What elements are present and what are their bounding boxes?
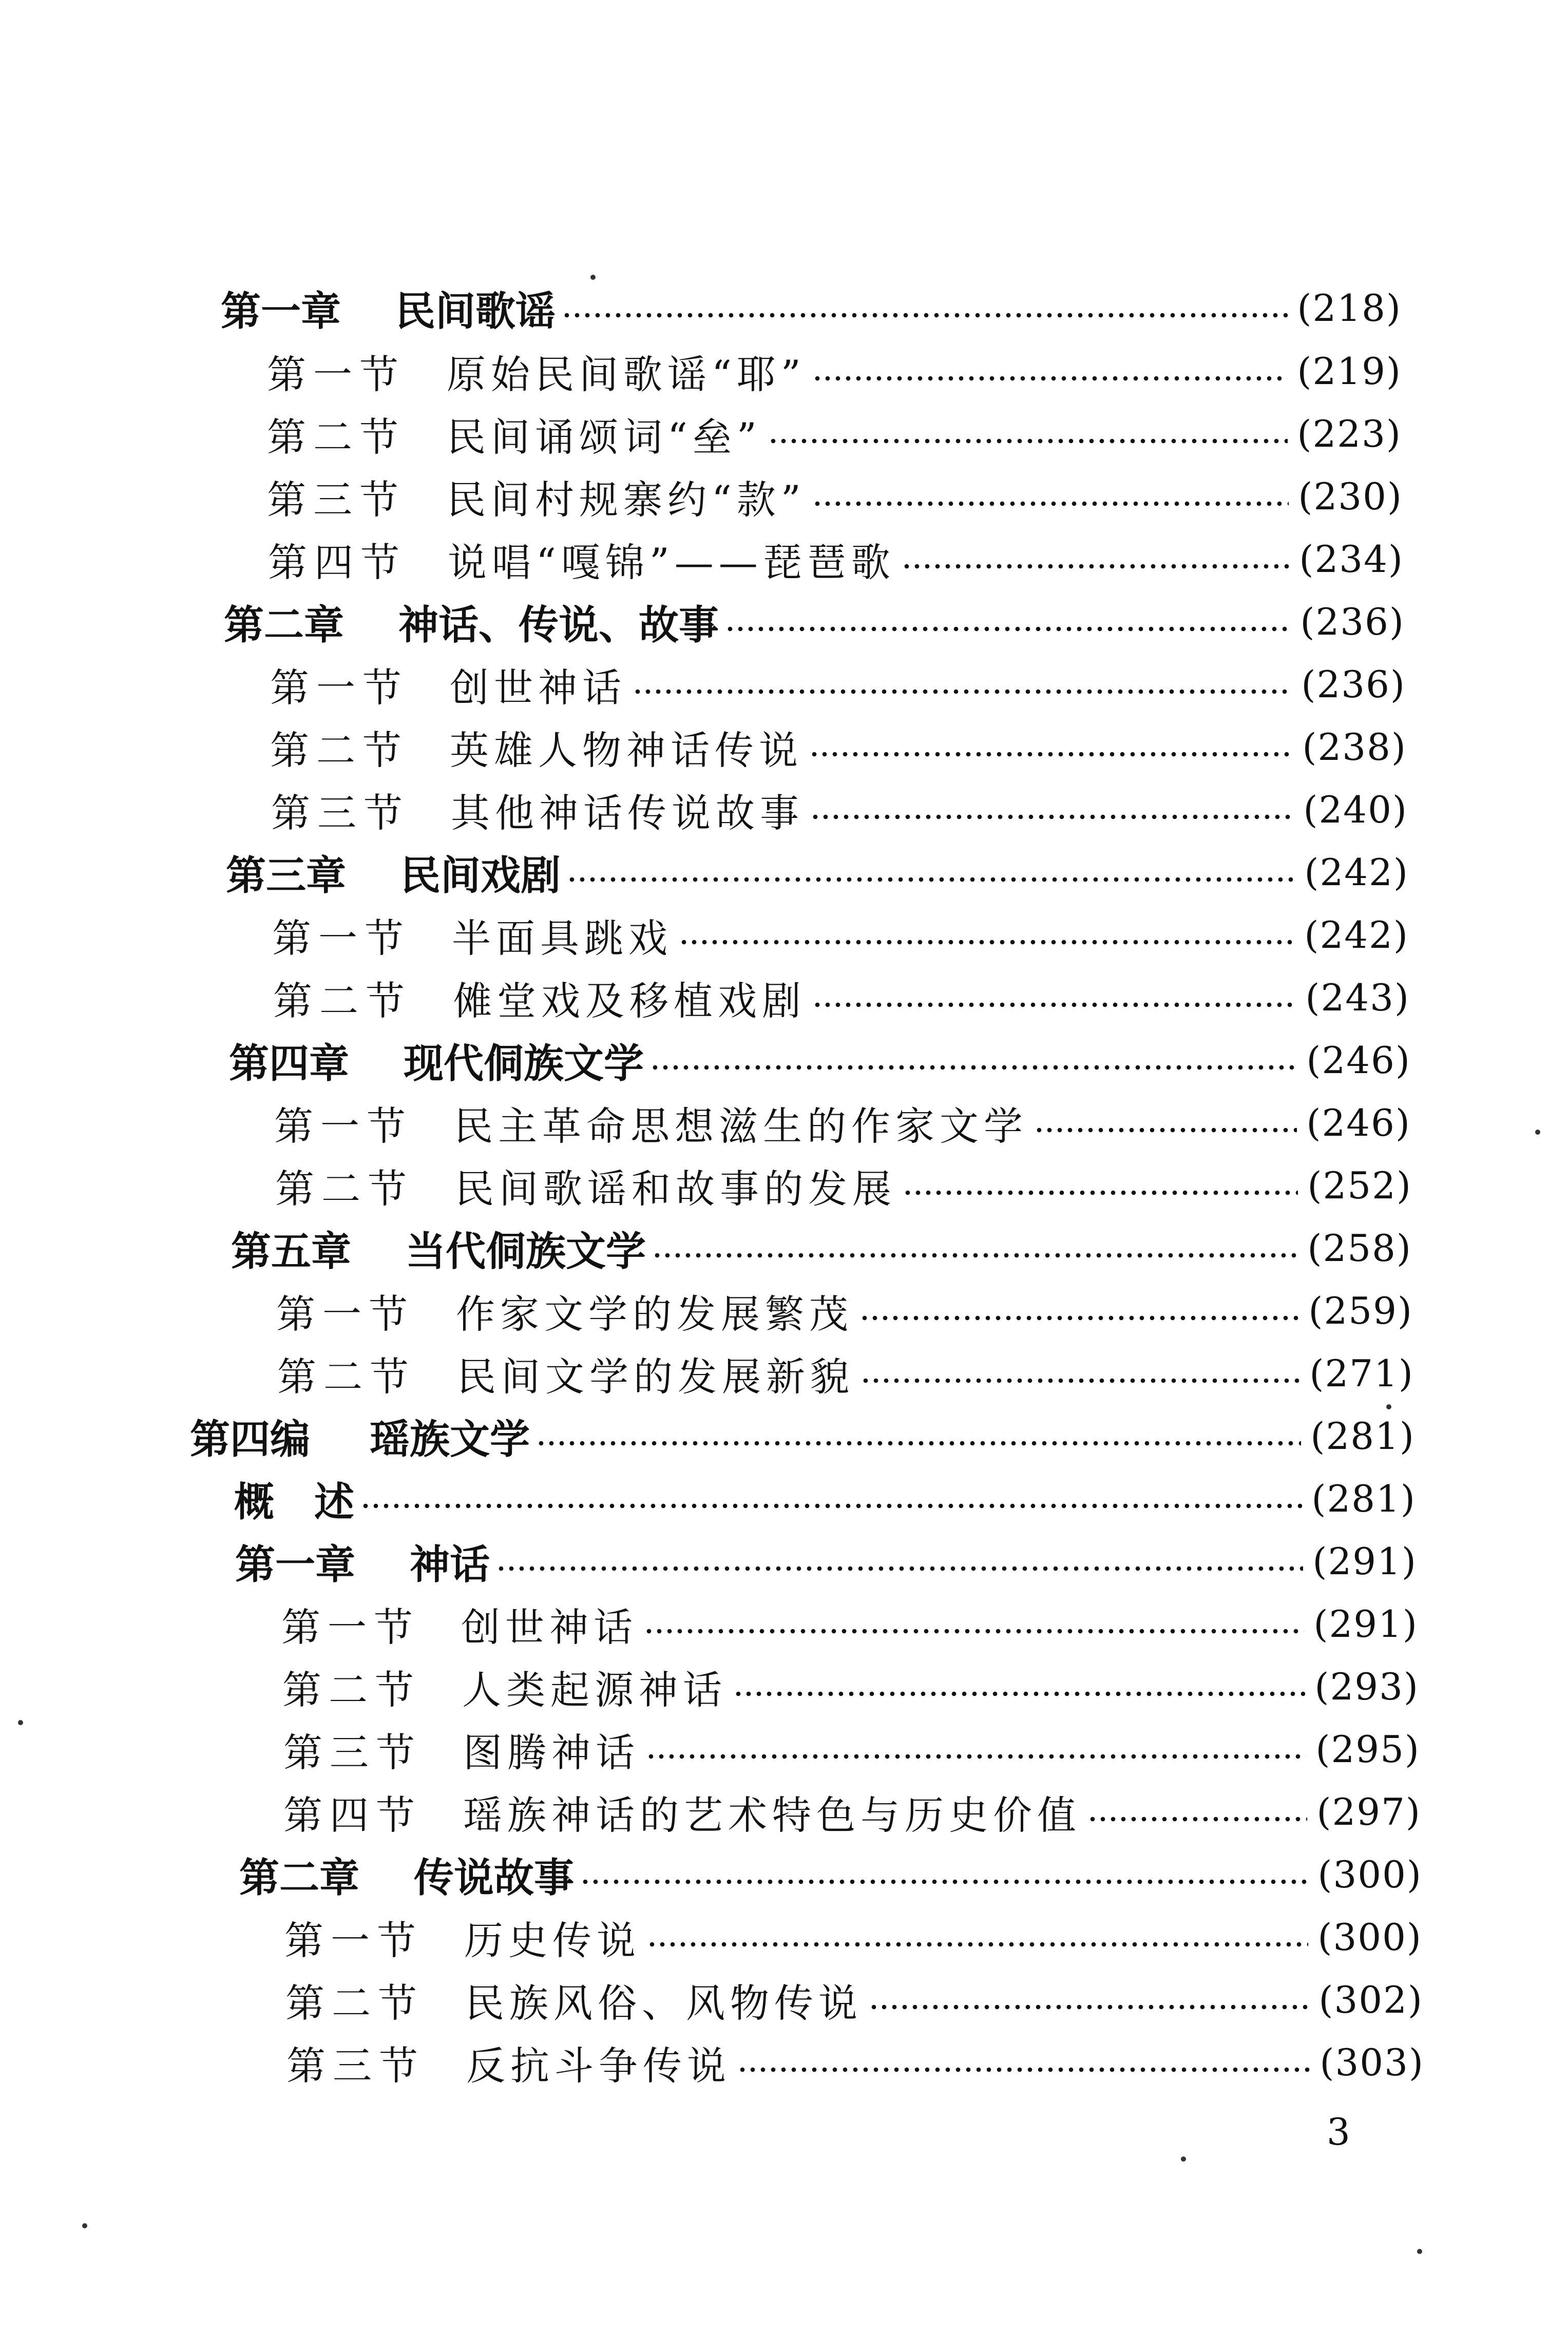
entry-label: 第二节 xyxy=(270,727,409,773)
entry-page-number: (234) xyxy=(1299,538,1404,581)
toc-entry-chapter[interactable] xyxy=(226,849,1409,899)
entry-title: 概 述 xyxy=(234,1479,355,1525)
entry-title: 图腾神话 xyxy=(463,1729,640,1775)
dot-leader xyxy=(496,1565,1303,1572)
entry-label: 第三节 xyxy=(271,790,410,836)
entry-title: 当代侗族文学 xyxy=(406,1229,646,1275)
dot-leader xyxy=(679,939,1295,945)
toc-entry-section[interactable] xyxy=(267,411,1402,460)
scan-speck xyxy=(18,1720,23,1725)
entry-label: 第二节 xyxy=(267,414,406,460)
entry-page-number: (295) xyxy=(1315,1728,1420,1771)
entry-label: 第一节 xyxy=(276,1291,415,1337)
dot-leader xyxy=(810,814,1294,820)
entry-page-number: (252) xyxy=(1307,1164,1412,1207)
entry-label: 第一节 xyxy=(274,1103,413,1149)
dot-leader xyxy=(737,2067,1310,2073)
scan-speck xyxy=(1386,1404,1391,1409)
entry-page-number: (303) xyxy=(1320,2041,1424,2084)
entry-page-number: (291) xyxy=(1312,1540,1417,1583)
entry-page-number: (219) xyxy=(1297,350,1402,393)
entry-label: 第四章 xyxy=(229,1041,350,1087)
entry-title: 瑶族文学 xyxy=(370,1417,530,1463)
dot-leader xyxy=(869,2004,1309,2010)
dot-leader xyxy=(902,563,1290,569)
entry-page-number: (259) xyxy=(1308,1289,1413,1332)
entry-title: 民族风俗、风物传说 xyxy=(465,1980,863,2026)
toc-entry-section[interactable] xyxy=(285,1977,1423,2026)
entry-label: 第三节 xyxy=(283,1729,422,1775)
entry-page-number: (223) xyxy=(1297,412,1402,455)
entry-label: 第五章 xyxy=(231,1229,352,1275)
entry-label: 第二章 xyxy=(224,602,345,648)
entry-label: 第二节 xyxy=(285,1980,424,2026)
dot-leader xyxy=(1034,1127,1297,1133)
entry-title: 反抗斗争传说 xyxy=(466,2042,731,2089)
dot-leader xyxy=(859,1315,1299,1321)
entry-title: 人类起源神话 xyxy=(462,1667,727,1713)
dot-leader xyxy=(644,1628,1304,1634)
toc-entry-section[interactable] xyxy=(276,1288,1413,1337)
toc-entry-chapter[interactable] xyxy=(235,1538,1417,1588)
entry-label: 第三节 xyxy=(286,2042,425,2089)
entry-page-number: (240) xyxy=(1303,788,1408,831)
toc-entry-section[interactable] xyxy=(282,1664,1419,1713)
entry-page-number: (236) xyxy=(1300,600,1405,643)
scan-speck xyxy=(590,275,596,280)
entry-label: 第一章 xyxy=(221,289,341,335)
entry-title: 傩堂戏及移植戏剧 xyxy=(453,978,806,1024)
dot-leader xyxy=(580,1879,1308,1885)
dot-leader xyxy=(809,751,1293,757)
entry-title: 民间文学的发展新貌 xyxy=(457,1353,854,1400)
entry-title: 创世神话 xyxy=(450,664,626,711)
toc-entry-section[interactable] xyxy=(270,661,1406,711)
dot-leader xyxy=(733,1691,1305,1697)
entry-title: 英雄人物神话传说 xyxy=(450,727,803,773)
entry-page-number: (243) xyxy=(1305,976,1410,1019)
entry-page-number: (271) xyxy=(1309,1352,1414,1395)
entry-label: 第四节 xyxy=(283,1792,422,1838)
entry-label: 第一节 xyxy=(284,1917,423,1963)
entry-page-number: (300) xyxy=(1317,1853,1422,1896)
entry-title: 历史传说 xyxy=(464,1917,641,1963)
toc-entry-section[interactable] xyxy=(277,1350,1414,1400)
dot-leader xyxy=(360,1503,1302,1509)
scan-speck xyxy=(1535,1130,1540,1135)
entry-label: 第一节 xyxy=(267,351,406,397)
dot-leader xyxy=(650,1064,1297,1071)
toc-entry-section[interactable] xyxy=(270,724,1407,773)
toc-entry-chapter[interactable] xyxy=(231,1225,1412,1275)
dot-leader xyxy=(633,689,1292,695)
toc-entry-chapter[interactable] xyxy=(239,1851,1422,1901)
entry-page-number: (246) xyxy=(1306,1039,1411,1082)
dot-leader xyxy=(812,1002,1296,1008)
dot-leader xyxy=(562,312,1288,318)
entry-page-number: (246) xyxy=(1306,1101,1411,1144)
toc-entry-section[interactable] xyxy=(272,912,1409,961)
toc-entry-section[interactable] xyxy=(275,1162,1412,1212)
entry-page-number: (242) xyxy=(1304,913,1409,957)
entry-title: 传说故事 xyxy=(414,1855,575,1901)
toc-entry-section[interactable] xyxy=(267,473,1403,523)
entry-title: 瑶族神话的艺术特色与历史价值 xyxy=(463,1792,1081,1838)
toc-entry-section[interactable] xyxy=(281,1601,1418,1650)
dot-leader xyxy=(647,1941,1308,1947)
toc-entry-section[interactable] xyxy=(284,1914,1422,1963)
entry-title: 原始民间歌谣“耶” xyxy=(447,351,806,397)
entry-title: 作家文学的发展繁茂 xyxy=(456,1291,853,1337)
dot-leader xyxy=(1087,1816,1307,1822)
toc-entry-section[interactable] xyxy=(271,787,1408,836)
scan-speck xyxy=(82,2223,87,2228)
entry-page-number: (297) xyxy=(1316,1790,1421,1834)
dot-leader xyxy=(812,501,1289,507)
scan-speck xyxy=(1181,2156,1186,2162)
toc-entry-section[interactable] xyxy=(273,975,1410,1024)
toc-entry-section[interactable] xyxy=(268,536,1404,585)
entry-page-number: (258) xyxy=(1307,1227,1412,1270)
entry-page-number: (291) xyxy=(1313,1602,1418,1646)
entry-page-number: (300) xyxy=(1317,1916,1422,1959)
entry-title: 神话 xyxy=(410,1542,490,1588)
entry-title: 现代侗族文学 xyxy=(404,1041,644,1087)
entry-page-number: (281) xyxy=(1311,1477,1416,1520)
entry-label: 第二节 xyxy=(273,978,412,1024)
toc-entry-part[interactable] xyxy=(190,1413,1415,1463)
entry-page-number: (281) xyxy=(1310,1415,1415,1458)
toc-entry-section[interactable] xyxy=(283,1789,1421,1838)
dot-leader xyxy=(768,438,1288,444)
entry-label: 第一节 xyxy=(272,915,411,961)
dot-leader xyxy=(652,1252,1298,1258)
entry-title: 半面具跳戏 xyxy=(452,915,673,961)
entry-page-number: (236) xyxy=(1301,663,1406,706)
entry-title: 民间诵颂词“垒” xyxy=(447,414,762,460)
entry-page-number: (293) xyxy=(1314,1665,1419,1708)
entry-title: 民主革命思想滋生的作家文学 xyxy=(454,1103,1028,1149)
dot-leader xyxy=(903,1190,1298,1196)
dot-leader xyxy=(567,876,1295,883)
entry-page-number: (238) xyxy=(1302,725,1407,769)
entry-page-number: (302) xyxy=(1318,1978,1423,2021)
toc-entry-chapter[interactable] xyxy=(224,599,1405,648)
toc-entry-section[interactable] xyxy=(274,1100,1411,1149)
toc-entry-overview[interactable] xyxy=(234,1476,1416,1525)
entry-page-number: (242) xyxy=(1304,851,1409,894)
entry-label: 第二节 xyxy=(275,1166,414,1212)
entry-title: 民间歌谣和故事的发展 xyxy=(455,1166,896,1212)
toc-entry-section[interactable] xyxy=(267,348,1402,397)
toc-entry-section[interactable] xyxy=(283,1726,1420,1775)
dot-leader xyxy=(725,626,1291,632)
entry-title: 神话、传说、故事 xyxy=(398,602,719,648)
toc-entry-chapter[interactable] xyxy=(221,285,1402,335)
entry-title: 创世神话 xyxy=(461,1604,638,1650)
entry-label: 第三节 xyxy=(267,476,406,523)
entry-title: 民间戏剧 xyxy=(400,853,561,899)
dot-leader xyxy=(861,1378,1300,1384)
dot-leader xyxy=(536,1440,1301,1446)
entry-label: 第一节 xyxy=(270,664,409,711)
entry-page-number: (218) xyxy=(1297,287,1402,330)
toc-entry-chapter[interactable] xyxy=(229,1037,1411,1087)
entry-label: 第二节 xyxy=(277,1353,416,1400)
entry-label: 第一章 xyxy=(235,1542,356,1588)
entry-title: 说唱“嘎锦”——琵琶歌 xyxy=(448,539,895,585)
entry-page-number: (230) xyxy=(1298,475,1403,518)
entry-label: 第四编 xyxy=(190,1417,311,1463)
entry-title: 民间村规寨约“款” xyxy=(447,476,806,523)
page-number: 3 xyxy=(1327,2110,1350,2153)
entry-label: 第一节 xyxy=(281,1604,420,1650)
dot-leader xyxy=(812,375,1288,381)
entry-label: 第四节 xyxy=(268,539,407,585)
entry-label: 第二章 xyxy=(239,1855,360,1901)
entry-label: 第三章 xyxy=(226,853,347,899)
entry-label: 第二节 xyxy=(282,1667,421,1713)
entry-title: 民间歌谣 xyxy=(395,289,556,335)
toc-entry-section[interactable] xyxy=(286,2039,1424,2089)
scan-speck xyxy=(1417,2249,1422,2254)
dot-leader xyxy=(646,1753,1306,1760)
entry-title: 其他神话传说故事 xyxy=(451,790,804,836)
